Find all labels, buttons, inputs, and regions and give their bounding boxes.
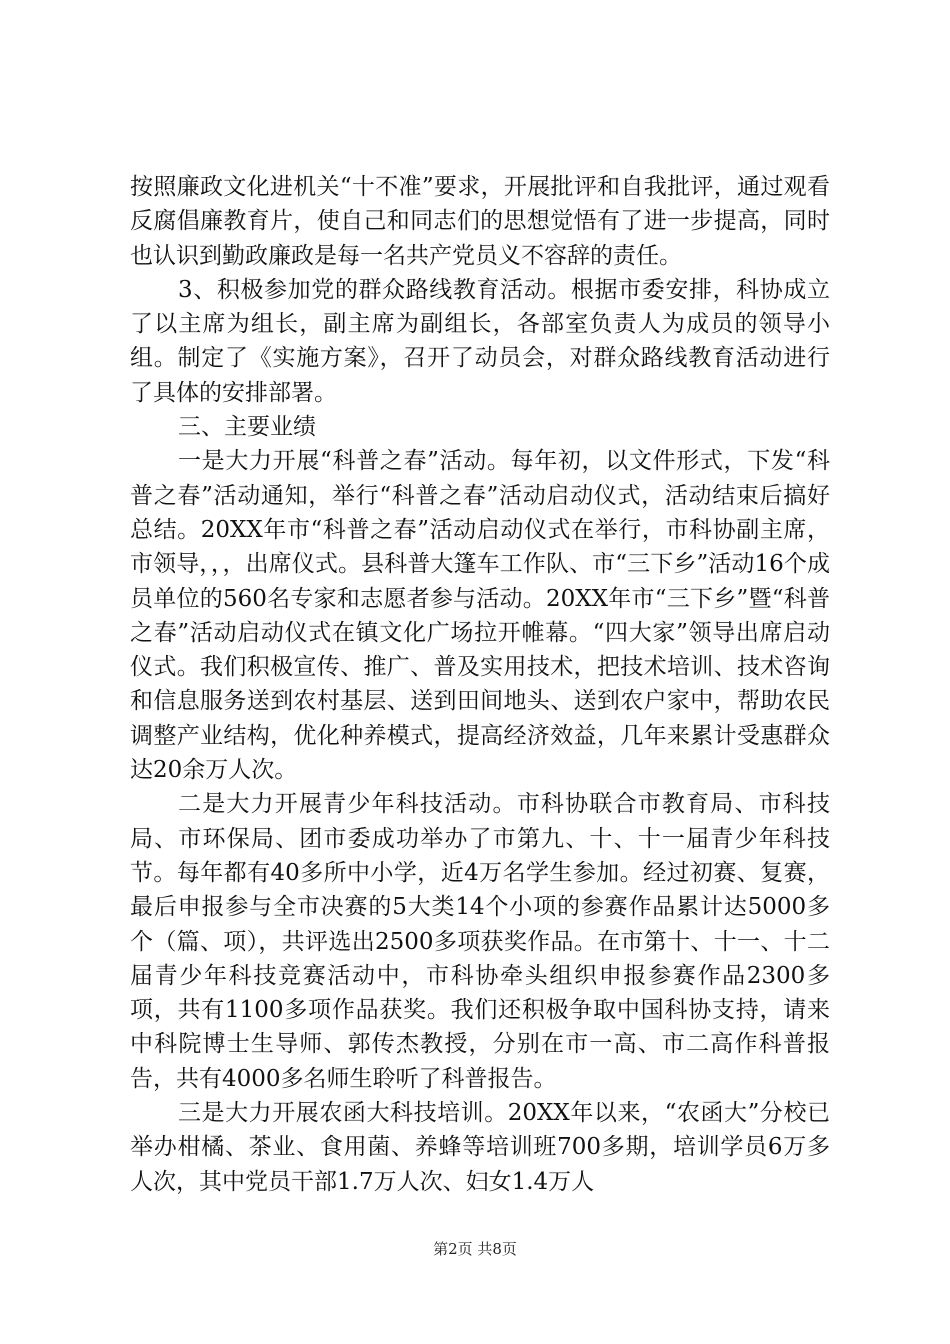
paragraph-continuation: 按照廉政文化进机关“十不准”要求，开展批评和自我批评，通过观看反腐倡廉教育片，使自己和同志们的思想觉悟有了进一步提高，同时也认识到勤政廉政是每一名共产党员义不容辞的责任。 <box>130 174 830 269</box>
section-heading-main-achievements: 三、主要业绩 <box>178 414 316 441</box>
paragraph-science-spring: 一是大力开展“科普之春”活动。每年初，以文件形式，下发“科普之春”活动通知，举行“科普之春”活动启动仪式，活动结束后搞好总结。20XX年市“科普之春”活动启动仪式在举行，市科协副主席，市领导，，，出席仪式。县科普大篷车工作队、市“三下乡”活动16个成员单位的560名专家和志愿者参与活动。20XX年市“三下乡”暨“科普之春”活动启动仪式在镇文化广场拉开帷幕。“四大家”领导出席启动仪式。我们积极宣传、推广、普及实用技术，把技术培训、技术咨询和信息服务送到农村基层、送到田间地头、送到农户家中，帮助农民调整产业结构，优化种养模式，提高经济效益，几年来累计受惠群众达20余万人次。 <box>130 448 830 784</box>
page-number-footer: 第2页 共8页 <box>433 1240 517 1258</box>
document-body <box>130 170 830 1199</box>
paragraph-youth-science: 二是大力开展青少年科技活动。市科协联合市教育局、市科技局、市环保局、团市委成功举办了市第九、十、十一届青少年科技节。每年都有40多所中小学，近4万名学生参加。经过初赛、复赛，最后申报参与全市决赛的5大类14个小项的参赛作品累计达5000多个（篇、项），共评选出2500多项获奖作品。在市第十、十一、十二届青少年科技竞赛活动中，市科协牵头组织申报参赛作品2300多项，共有1100多项作品获奖。我们还积极争取中国科协支持，请来中科院博士生导师、郭传杰教授，分别在市一高、市二高作科普报告，共有4000多名师生聆听了科普报告。 <box>130 791 830 1092</box>
paragraph-agri-training: 三是大力开展农函大科技培训。20XX年以来，“农函大”分校已举办柑橘、茶业、食用菌、养蜂等培训班700多期，培训学员6万多人次，其中党员干部1.7万人次、妇女1.4万人 <box>130 1100 830 1195</box>
paragraph-mass-line-education: 3、积极参加党的群众路线教育活动。根据市委安排，科协成立了以主席为组长，副主席为副组长，各部室负责人为成员的领导小组。制定了《实施方案》，召开了动员会，对群众路线教育活动进行了具体的安排部署。 <box>130 276 830 406</box>
